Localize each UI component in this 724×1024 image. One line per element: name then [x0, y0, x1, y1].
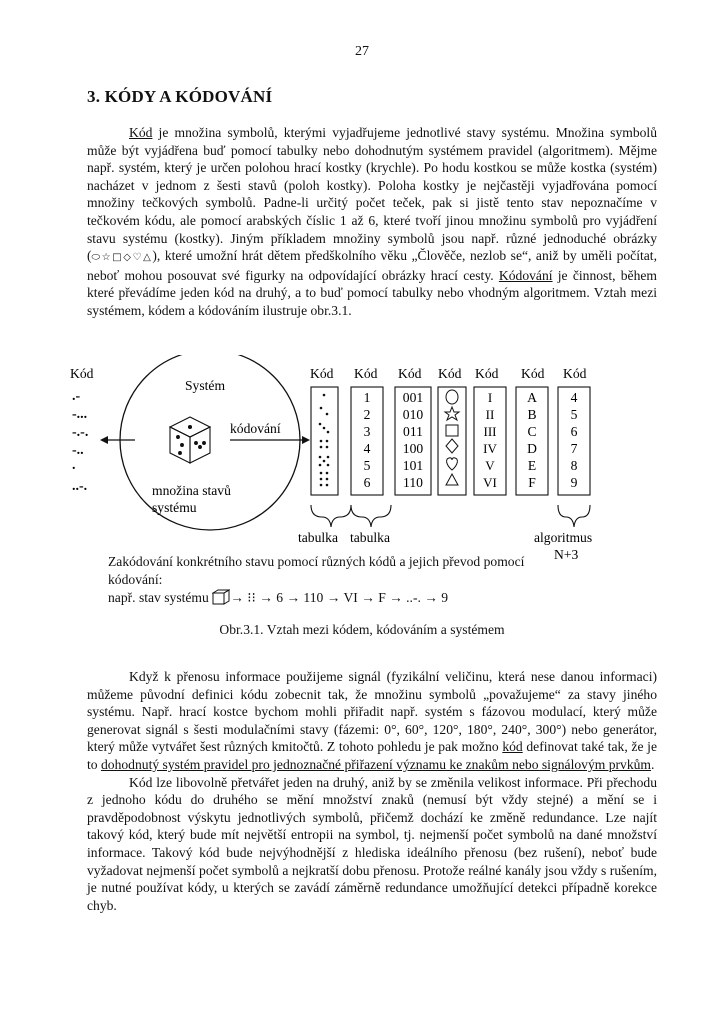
signals-text-3: .: [651, 756, 655, 772]
plus3-item: 7: [570, 441, 578, 456]
term-kodovani: Kódování: [498, 267, 553, 283]
shape-symbols: ⬭☆□◇♡△: [91, 252, 153, 264]
tabulka-label-2: tabulka: [350, 530, 391, 545]
encoding-example: [108, 589, 448, 609]
algoritmus-label: algoritmus: [534, 530, 593, 545]
letter-item: F: [528, 475, 536, 490]
signals-text-2: definovat také tak, že je to: [87, 739, 657, 772]
roman-item: I: [487, 390, 493, 405]
dot-code-box: [311, 387, 338, 495]
morse-item: -.-.: [72, 425, 89, 440]
morse-item: ..-.: [72, 479, 88, 494]
states-label-2: systému: [152, 500, 197, 515]
letter-item: D: [527, 441, 537, 456]
shape-symbols-column: [445, 390, 459, 485]
roman-item: VI: [483, 475, 497, 490]
binary-item: 011: [403, 424, 423, 439]
die-icon: [170, 417, 210, 463]
decimal-item: 3: [363, 424, 371, 439]
left-kod-label: Kód: [70, 366, 94, 381]
col-header: Kód: [310, 366, 334, 381]
figure-description: Zakódování konkrétního stavu pomocí různých kódů a jejich převod pomocí kódování:: [108, 554, 525, 587]
brace-tabulka-2: [351, 505, 391, 527]
cube-icon: [212, 589, 230, 609]
col-header: Kód: [398, 366, 422, 381]
figure-caption: Obr.3.1. Vztah mezi kódem, kódováním a systémem: [219, 622, 505, 637]
morse-item: .-: [72, 389, 81, 404]
col-header: Kód: [438, 366, 462, 381]
binary-item: 010: [402, 407, 424, 422]
decimal-item: 1: [363, 390, 371, 405]
term-kod: Kód: [129, 125, 153, 140]
letter-item: B: [527, 407, 537, 422]
example-arrows: → ⁝⁝ → 6 → 110 → VI → F → ..-. → 9: [230, 590, 449, 605]
term-kod-2: kód: [502, 739, 523, 755]
morse-item: -..: [72, 443, 84, 458]
signals-text-1: Když k přenosu informace použijeme signál (fyzikální veličinu, která nese danou informaci) můžeme původní definici kódu zobecnit tak, že množinu symbolů „považujeme“ za stavy jiného systému. Např. hrací kostce bychom mohli přiřadit např. systém s fázovou modulací, který může generovat signál s šesti modulačními stavy (fázemi: 0°, 60°, 120°, 180°, 240°, 300°) nebo generátor, který může vytvářet šest různých kmitočtů. Z tohoto pohledu je pak možno: [87, 669, 657, 755]
decimal-item: 2: [363, 407, 371, 422]
col-header: Kód: [354, 366, 378, 381]
paragraph-redundancy: Kód lze libovolně přetvářet jeden na druhý, aniž by se změnila velikost informace. Při přechodu z jednoho kódu do druhého se mění množství znaků (nemusí být vždy stejné) a mění se i pravděpodobnost výskytu jednotlivých symbolů, přičemž dochází ke změně redundance. Lze najít takový kód, který bude mít největší entropii na symbol, tj. nejmenší počet symbolů na dané množství informace. Takový kód bude nejvýhodnější z hlediska ideálního přenosu (bez rušení), neboť bude vyžadovat nejmenší počet symbolů a nejkratší dobu přenosu. Protože reálné kanály jsou vždy s rušením, je nutné používat kódy, u kterých se zavádí záměrně redundance umožňující detekci případně korekce chyb.: [87, 774, 657, 913]
brace-algoritmus: [558, 505, 590, 527]
shape-code-box: [438, 387, 466, 495]
letter-item: C: [527, 424, 537, 439]
intro-text-c: je činnost, během které převádíme jeden kód na druhý, a to buď pomocí tabulky nebo vhodným algoritmem. Vztah mezi systémem, kódem a kódováním ilustruje obr.3.1.: [87, 267, 657, 318]
definition-underlined: dohodnutý systém pravidel pro jednoznačné přiřazení významu ke znakům nebo signálovým prvkům: [100, 756, 652, 772]
dot-patterns: [319, 394, 330, 487]
section-heading: 3. KÓDY A KÓDOVÁNÍ: [87, 87, 273, 106]
col-header: Kód: [475, 366, 499, 381]
page-number: 27: [355, 44, 369, 59]
system-label: Systém: [185, 378, 226, 393]
intro-text-b: ), které umožní hrát dětem předškolního věku „Člověče, nezlob se“, aniž by uměli počítat, neboť mohou posouvat své figurky na odpovídající obrázky hrací cesty.: [87, 248, 657, 283]
plus3-item: 6: [570, 424, 578, 439]
plus3-item: 5: [570, 407, 578, 422]
morse-item: -...: [72, 407, 88, 422]
decimal-item: 5: [363, 458, 371, 473]
states-label-1: množina stavů: [152, 483, 231, 498]
binary-item: 110: [403, 475, 423, 490]
plus3-item: 9: [570, 475, 578, 490]
binary-item: 101: [402, 458, 424, 473]
roman-item: II: [485, 407, 495, 422]
binary-item: 001: [402, 390, 424, 405]
roman-item: V: [485, 458, 495, 473]
plus3-item: 4: [570, 390, 578, 405]
plus3-item: 8: [570, 458, 578, 473]
kodovani-label: kódování: [230, 421, 281, 436]
col-header: Kód: [521, 366, 545, 381]
roman-item: III: [483, 424, 497, 439]
paragraph-intro: [87, 124, 657, 320]
tabulka-label-1: tabulka: [298, 530, 339, 545]
intro-text-a: je množina symbolů, kterými vyjadřujeme jednotlivé stavy systému. Množina symbolů může být vyjádřena buď pomocí tabulky nebo dohodnutým systémem pravidel (algoritmem). Mějme např. systém, který je určen polohou hrací kostky (krychle). Po hodu kostkou se může kostka (systém) nacházet v jednom z šesti stavů (poloh kostky). Poloha kostky je nejčastěji vyjadřována pomocí množiny tečkových symbolů. Padne-li určitý počet teček, pak si jistě tento stav nepoznačíme v tečkovém kódu, ale pomocí arabských číslic 1 až 6, které tvoří jinou množinu symbolů pro vyjádření stavu systému (kostky). Jiným příkladem množiny symbolů jsou např. různé jednoduché obrázky (: [87, 125, 657, 264]
col-header: Kód: [563, 366, 587, 381]
binary-item: 100: [402, 441, 424, 456]
decimal-item: 4: [363, 441, 371, 456]
decimal-item: 6: [363, 475, 371, 490]
letter-item: A: [527, 390, 537, 405]
figure-code-diagram: [60, 355, 660, 575]
brace-tabulka-1: [311, 505, 351, 527]
paragraph-signals: [87, 668, 657, 914]
roman-item: IV: [483, 441, 497, 456]
algoritmus-formula: N+3: [554, 547, 579, 562]
letter-item: E: [527, 458, 537, 473]
morse-item: .: [72, 458, 76, 473]
example-prefix: např. stav systému: [108, 590, 213, 605]
